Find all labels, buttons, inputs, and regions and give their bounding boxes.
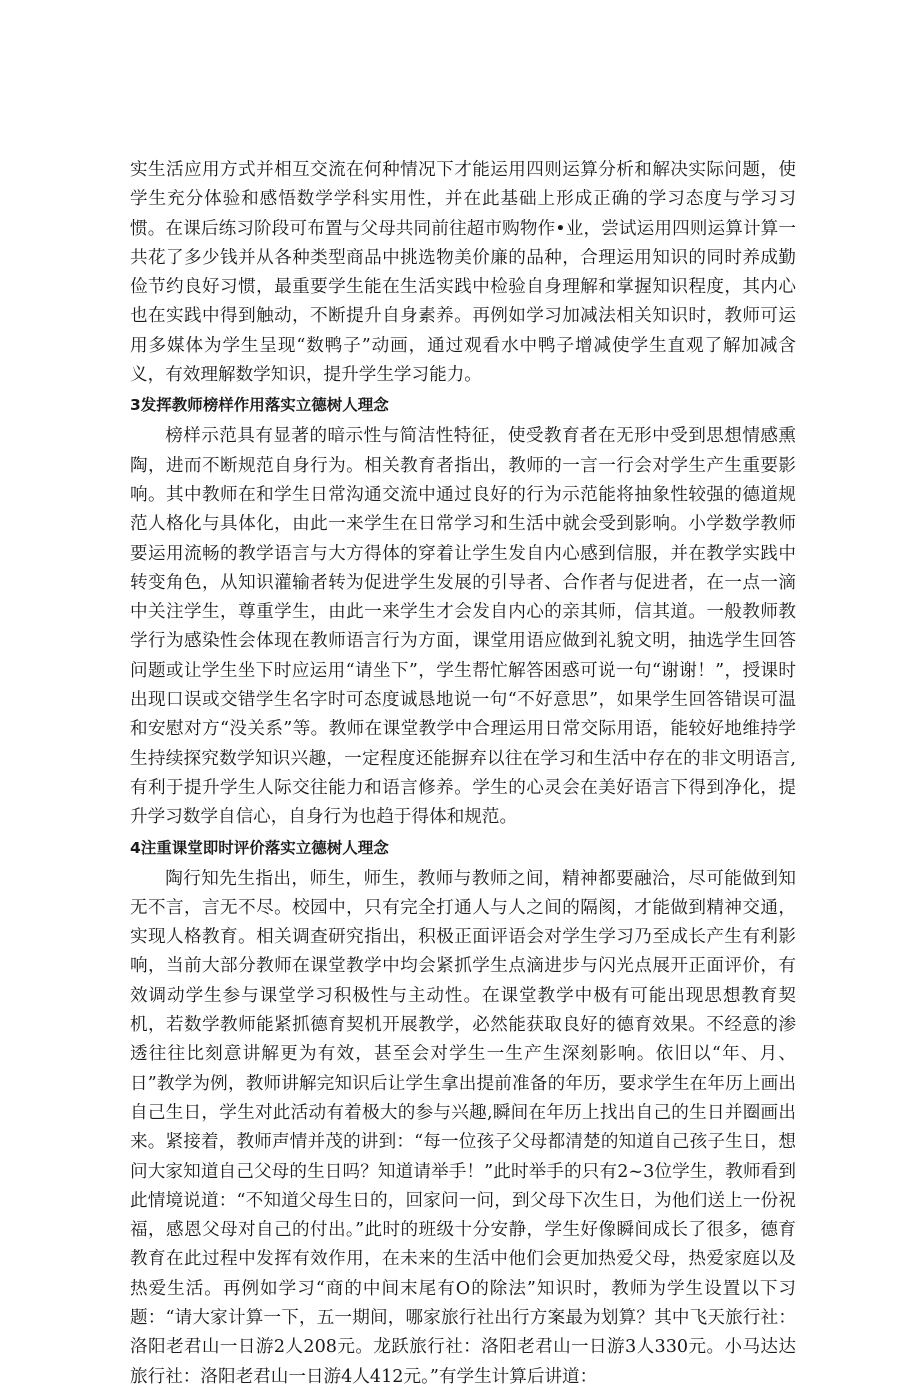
paragraph-teacher-role-model: 榜样示范具有显著的暗示性与简洁性特征，使受教育者在无形中受到思想情感熏陶，进而不断规范自身行为。相关教育者指出，教师的一言一行会对学生产生重要影响。其中教师在和学生日常沟通交流中通过良好的行为示范能将抽象性较强的德道规范人格化与具体化，由此一来学生在日常学习和生活中就会受到影响。小学数学教师要运用流畅的教学语言与大方得体的穿着让学生发自内心感到信服，并在教学实践中转变角色，从知识灌输者转为促进学生发展的引导者、合作者与促进者，在一点一滴中关注学生，尊重学生，由此一来学生才会发自内心的亲其师，信其道。一般教师教学行为感染性会体现在教师语言行为方面，课堂用语应做到礼貌文明，抽选学生回答问题或让学生坐下时应运用“请坐下”，学生帮忙解答困惑可说一句“谢谢！”，授课时出现口误或交错学生名字时可态度诚恳地说一句“不好意思”，如果学生回答错误可温和安慰对方“没关系”等。教师在课堂教学中合理运用日常交际用语，能较好地维持学生持续探究数学知识兴趣，一定程度还能摒弃以往在学习和生活中存在的非文明语言,有利于提升学生人际交往能力和语言修养。学生的心灵会在美好语言下得到净化，提升学习数学自信心，自身行为也趋于得体和规范。 — [130, 426, 796, 828]
document-body — [130, 156, 796, 1392]
section-heading-4: 4注重课堂即时评价落实立德树人理念 — [130, 838, 389, 857]
paragraph-classroom-evaluation: 陶行知先生指出，师生，师生，教师与教师之间，精神都要融洽，尽可能做到知无不言，言无不尽。校园中，只有完全打通人与人之间的隔阂，才能做到精神交通，实现人格教育。相关调查研究指出，积极正面评语会对学生学习乃至成长产生有利影响，当前大部分教师在课堂教学中均会紧抓学生点滴进步与闪光点展开正面评价，有效调动学生参与课堂学习积极性与主动性。在课堂教学中极有可能出现思想教育契机，若数学教师能紧抓德育契机开展教学，必然能获取良好的德育效果。不经意的渗透往往比刻意讲解更为有效，甚至会对学生一生产生深刻影响。依旧以“年、月、日”教学为例，教师讲解完知识后让学生拿出提前准备的年历，要求学生在年历上画出自己生日，学生对此活动有着极大的参与兴趣,瞬间在年历上找出自己的生日并圈画出来。紧接着，教师声情并茂的讲到：“每一位孩子父母都清楚的知道自己孩子生日，想问大家知道自己父母的生日吗？知道请举手！”此时举手的只有2~3位学生，教师看到此情境说道：“不知道父母生日的，回家问一问，到父母下次生日，为他们送上一份祝福，感恩父母对自己的付出。”此时的班级十分安静，学生好像瞬间成长了很多，德育教育在此过程中发挥有效作用，在未来的生活中他们会更加热爱父母，热爱家庭以及热爱生活。再例如学习“商的中间末尾有O的除法”知识时，教师为学生设置以下习题：“请大家计算一下，五一期间，哪家旅行社出行方案最为划算？其中飞天旅行社：洛阳老君山一日游2人208元。龙跃旅行社：洛阳老君山一日游3人330元。小马达达旅行社：洛阳老君山一日游4人412元。”有学生计算后讲道： — [130, 868, 796, 1387]
section-heading-3: 3发挥教师榜样作用落实立德树人理念 — [130, 396, 389, 415]
paragraph-continuation: 实生活应用方式并相互交流在何种情况下才能运用四则运算分析和解决实际问题，使学生充分体验和感悟数学学科实用性，并在此基础上形成正确的学习态度与学习习惯。在课后练习阶段可布置与父母共同前往超市购物作•业，尝试运用四则运算计算一共花了多少钱并从各种类型商品中挑选物美价廉的品种，合理运用知识的同时养成勤俭节约良好习惯，最重要学生能在生活实践中检验自身理解和掌握知识程度，其内心也在实践中得到触动，不断提升自身素养。再例如学习加减法相关知识时，教师可运用多媒体为学生呈现“数鸭子”动画，通过观看水中鸭子增减使学生直观了解加减含义，有效理解数学知识，提升学生学习能力。 — [130, 160, 796, 386]
